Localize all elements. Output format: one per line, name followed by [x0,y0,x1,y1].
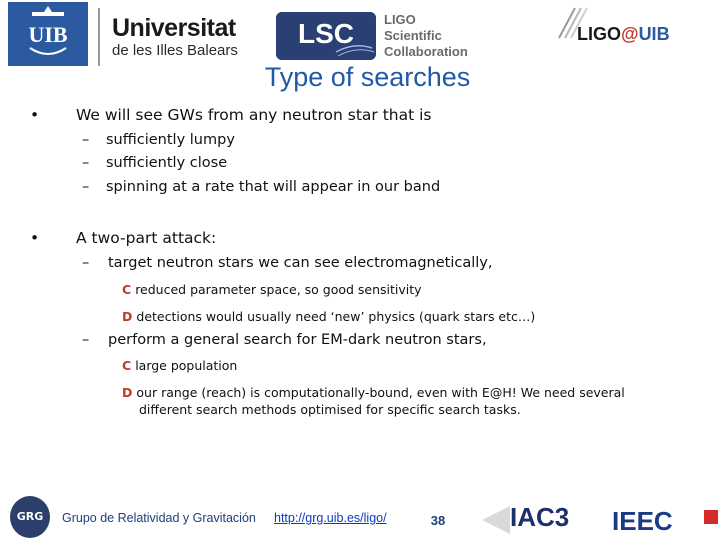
ligo-uib-logo [555,2,715,58]
uib-name: Universitat [112,14,236,42]
page-number: 38 [430,513,446,528]
pro-point-text: reduced parameter space, so good sensitivity [135,282,422,297]
con-mark: D [122,309,133,324]
ieec-badge-icon [704,510,718,524]
iac3-logo [480,500,595,540]
footer-link[interactable]: http://grg.uib.es/ligo/ [274,511,387,525]
ligo-uib-part-at: @ [621,24,639,44]
con-point-text: our range (reach) is computationally-bound, even with E@H! We need several [136,385,625,400]
con-point-continued: different search methods optimised for specific search tasks. [139,402,521,417]
dash-marker: – [82,155,90,171]
bullet-1-text: We will see GWs from any neutron star that is [76,106,432,124]
slide-title: Type of searches [264,62,471,92]
pro-mark: C [122,282,132,297]
iac3-arrow-icon [480,504,512,536]
dash-marker: – [82,132,90,148]
iac3-wordmark: IAC3 [510,502,570,532]
con-point-text: detections would usually need ‘new’ physics (quark stars etc…) [136,309,536,324]
uib-logo [8,2,258,66]
ligo-uib-part-uib: UIB [638,24,670,44]
footer-group-name: Grupo de Relatividad y Gravitación [62,511,256,525]
lsc-badge-text: LSC [298,18,354,49]
dash-marker: – [82,179,90,195]
grg-logo-text: GRG [16,510,44,523]
ieec-wordmark: IEEC [612,506,673,536]
ieec-logo [612,504,720,540]
lsc-line-3: Collaboration [384,44,468,59]
dash-marker: – [82,255,90,271]
pro-point [122,358,237,373]
bullet-marker: • [30,106,40,124]
bullet-2-item-2: perform a general search for EM-dark neutron stars, [108,332,487,348]
pro-point [122,282,422,297]
bullet-2-text: A two-part attack: [76,229,217,247]
lsc-line-1: LIGO [384,12,416,27]
uib-shield-label: UIB [28,22,68,47]
uib-subtitle: de les Illes Balears [112,42,238,59]
dash-marker: – [82,332,90,348]
uib-divider [98,8,100,66]
bullet-2-item-1: target neutron stars we can see electromagnetically, [108,255,493,271]
pro-mark: C [122,358,132,373]
bullet-1-item-2: sufficiently close [106,155,228,171]
lsc-logo [276,10,516,65]
ligo-uib-part-ligo: LIGO [577,24,621,44]
bullet-1-item-1: sufficiently lumpy [106,132,235,148]
bullet-1-item-3: spinning at a rate that will appear in our band [106,179,441,195]
con-mark: D [122,385,133,400]
pro-point-text: large population [135,358,238,373]
ligo-uib-wordmark [577,24,670,45]
con-point [122,309,535,324]
con-point [122,385,625,400]
lsc-line-2: Scientific [384,28,442,43]
bullet-marker: • [30,229,40,247]
